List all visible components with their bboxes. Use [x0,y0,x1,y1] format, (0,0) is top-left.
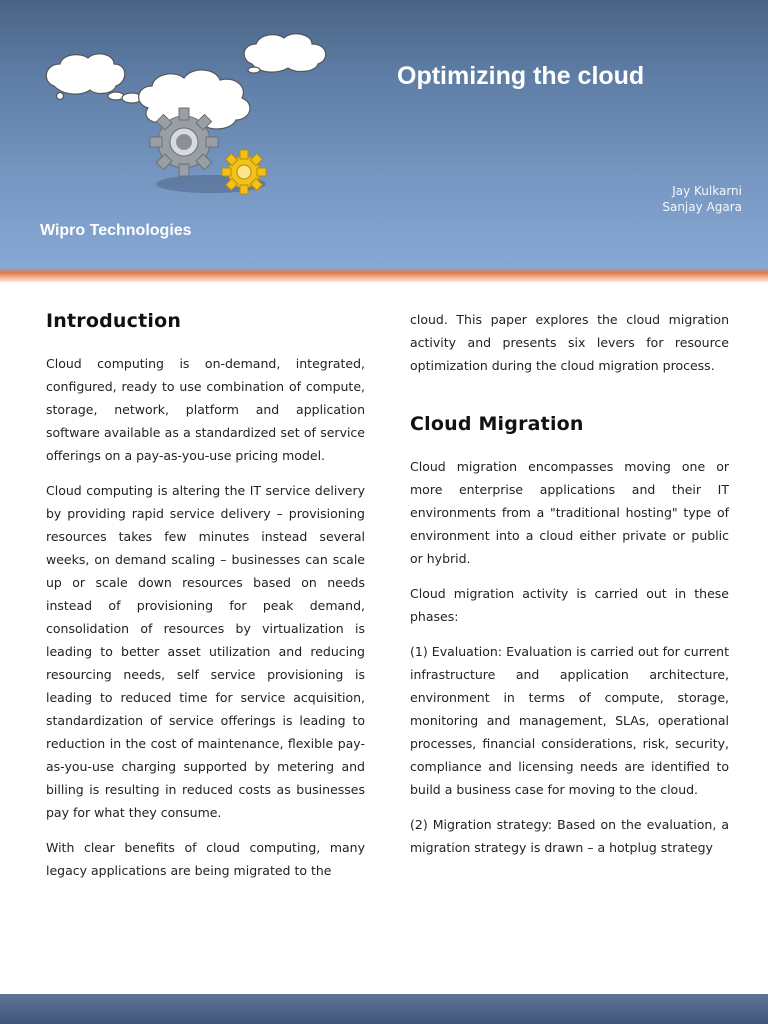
header-banner [0,0,768,270]
footer-bar [0,994,768,1024]
author-name: Jay Kulkarni [672,184,742,198]
paragraph: (2) Migration strategy: Based on the evaluation, a migration strategy is drawn – a hotplug strategy [410,817,729,855]
section-heading: Introduction [46,310,182,332]
right-column [410,308,729,871]
author-list [662,183,742,215]
paragraph: Cloud migration activity is carried out in these phases: [410,586,729,624]
organization-name: Wipro Technologies [40,222,192,239]
cloud-gears-illustration-icon [36,24,346,204]
left-column [46,300,365,894]
paragraph: Cloud migration encompasses moving one or more enterprise applications and their IT environments from a "traditional hosting" type of environment into a cloud either private or public or hybrid. [410,459,729,566]
paragraph: With clear benefits of cloud computing, many legacy applications are being migrated to the [46,840,365,878]
paragraph: Cloud computing is altering the IT service delivery by providing rapid service delivery – provisioning resources takes few minutes instead several weeks, on demand scaling – businesses can scale up or scale down resources based on needs instead of provisioning for peak demand, consolidation of resources by virtualization is leading to better asset utilization and reducing resourcing needs, self service provisioning is leading to reduced time for service acquisition, standardization of service offerings is leading to reduction in the cost of maintenance, flexible pay-as-you-use charging supported by metering and billing is resulting in reduced costs as businesses pay for what they consume. [46,483,365,820]
paragraph: (1) Evaluation: Evaluation is carried out for current infrastructure and application architecture, environment in terms of compute, storage, monitoring and management, SLAs, operational processes, financial considerations, risk, security, compliance and licensing needs are identified to build a business case for moving to the cloud. [410,644,729,797]
paragraph: Cloud computing is on-demand, integrated, configured, ready to use combination of compute, storage, network, platform and application software available as a standardized set of service offerings on a pay-as-you-use pricing model. [46,356,365,463]
author-name: Sanjay Agara [662,200,742,214]
header-accent-stripe [0,268,768,282]
document-title: Optimizing the cloud [397,62,645,90]
paragraph-continuation: cloud. This paper explores the cloud migration activity and presents six levers for resource optimization during the cloud migration process. [410,312,729,373]
section-heading: Cloud Migration [410,413,584,435]
